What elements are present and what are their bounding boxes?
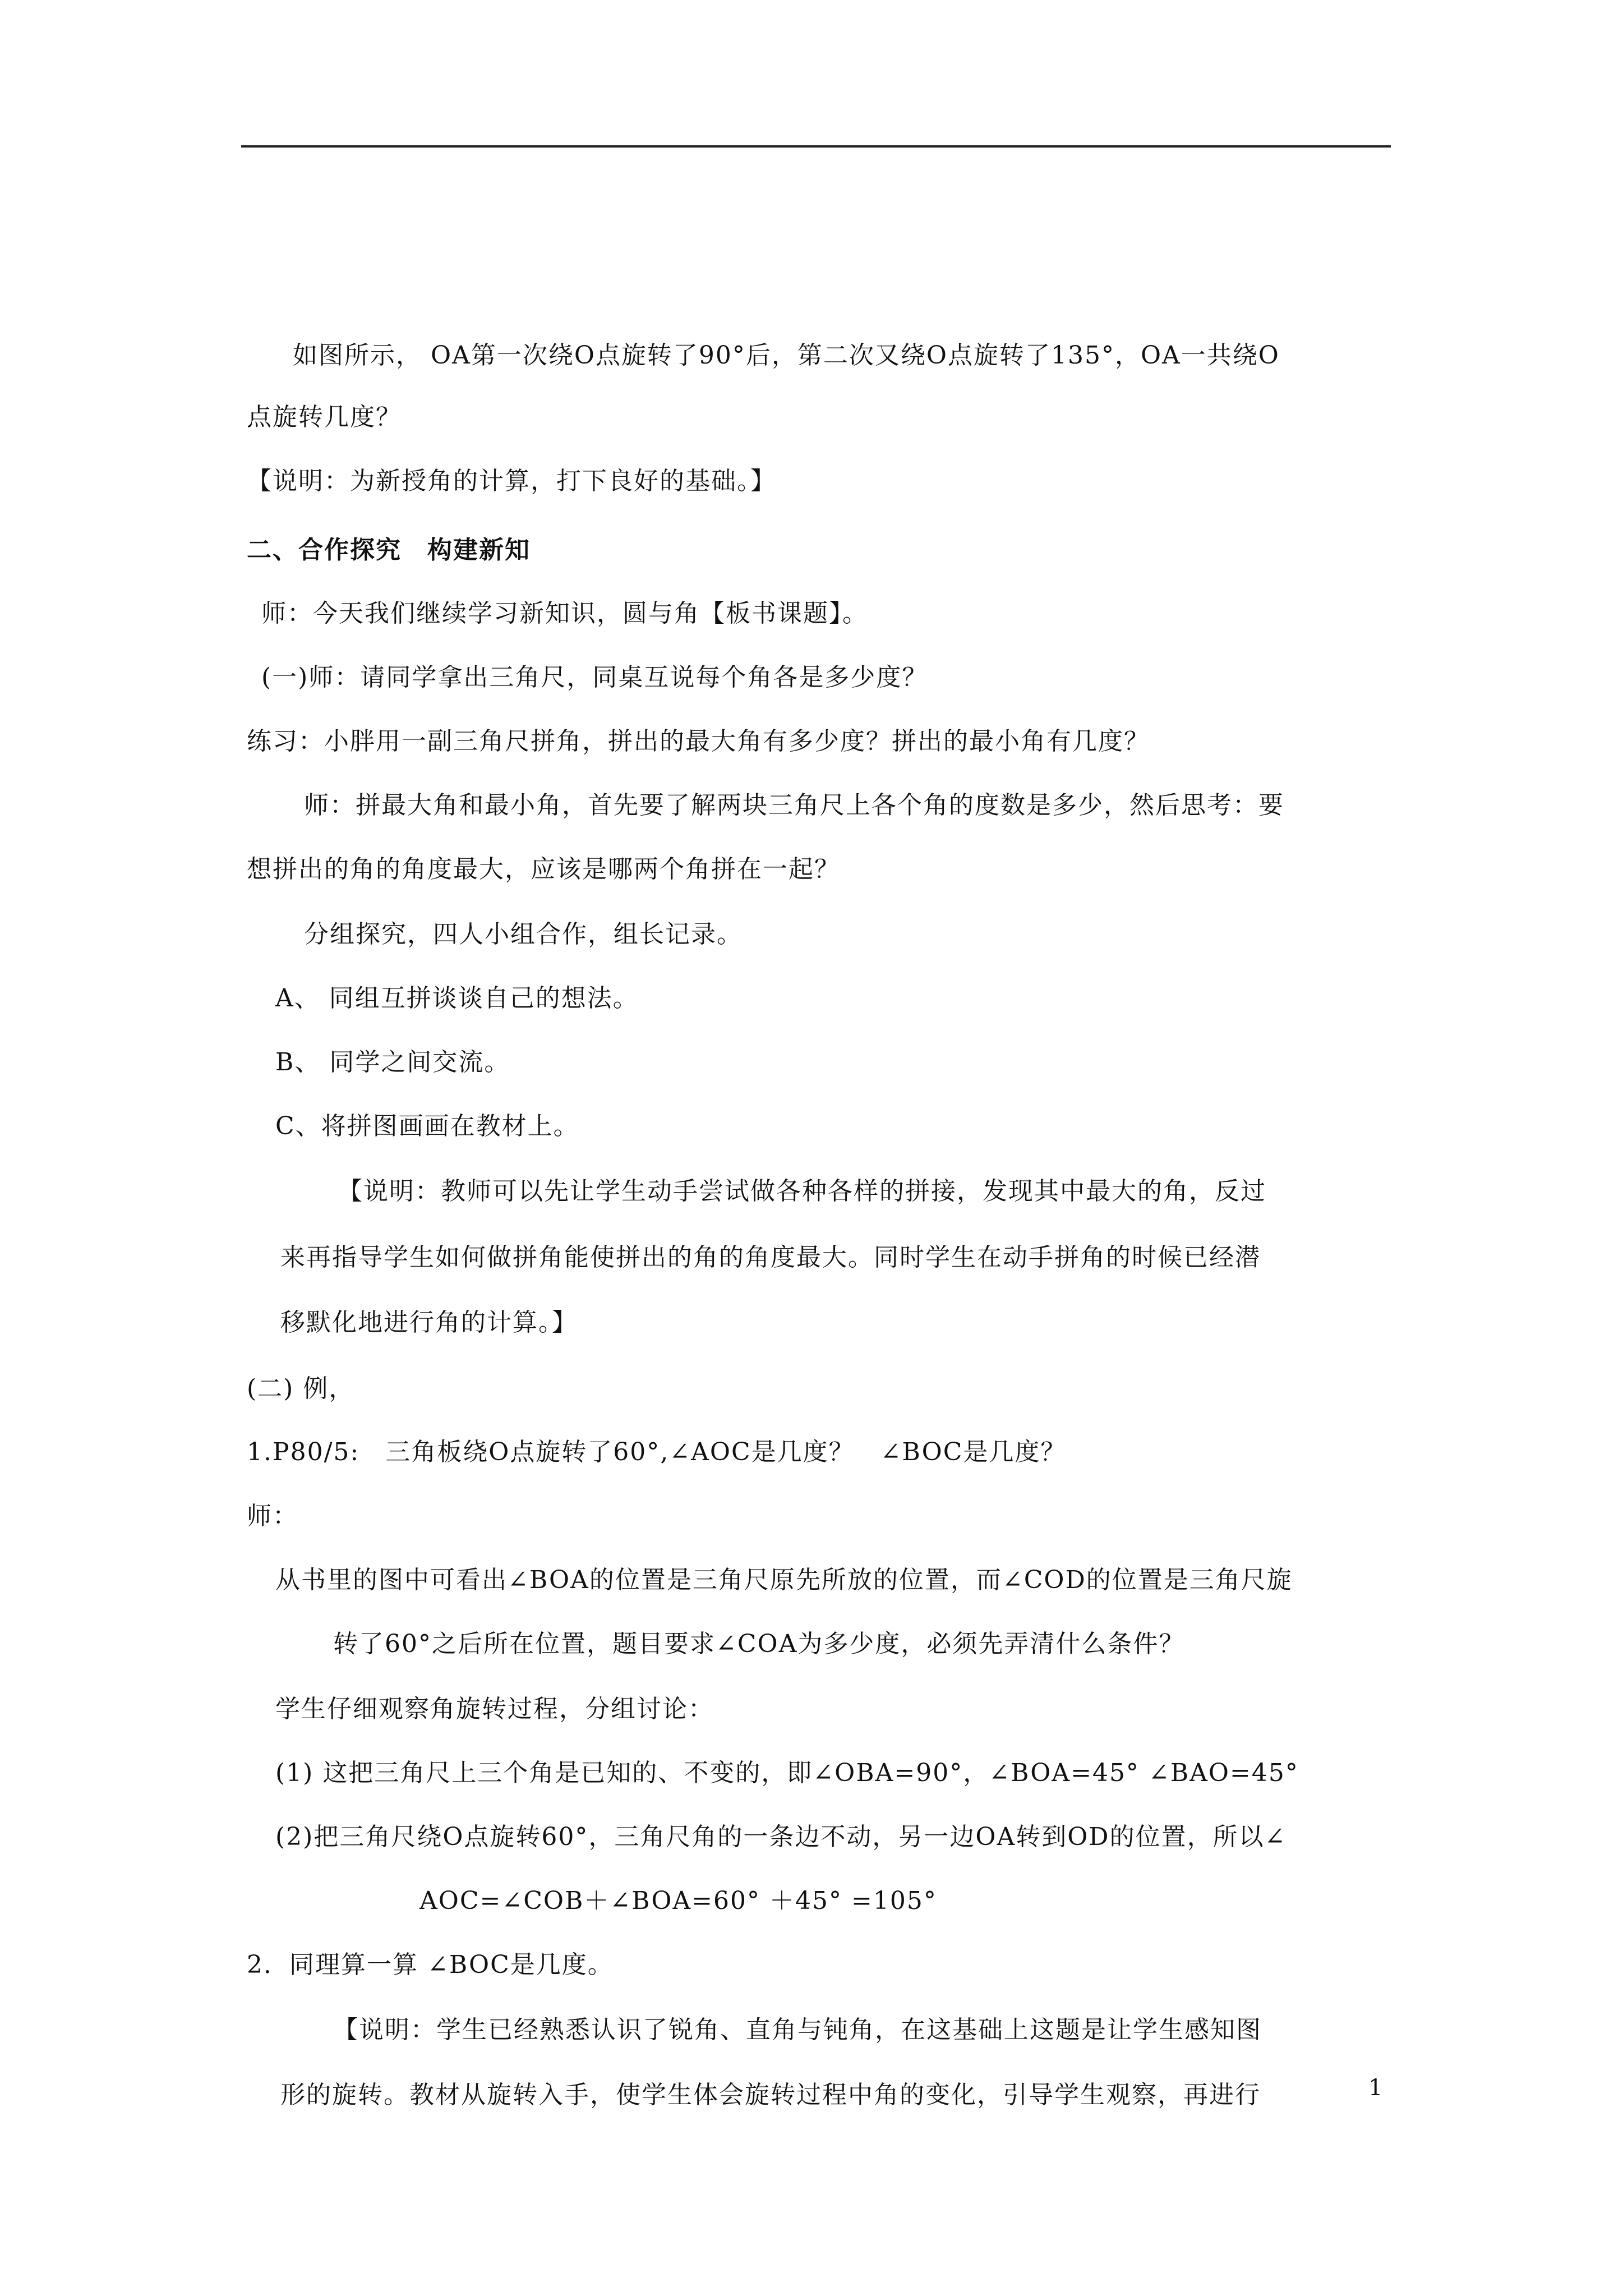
text-line: (二) 例， [247,1374,355,1403]
text-line: AOC=∠COB＋∠BOA=60° ＋45° =105° [419,1887,937,1915]
text-line: 师： [247,1502,298,1530]
text-line: 转了60°之后所在位置，题目要求∠COA为多少度，必须先弄清什么条件？ [333,1630,1185,1658]
text-line: 师：拼最大角和最小角，首先要了解两块三角尺上各个角的度数是多少，然后思考：要 [304,791,1284,820]
note-line: 【说明：学生已经熟悉认识了锐角、直角与钝角，在这基础上这题是让学生感知图 [333,2016,1262,2044]
list-item: C、将拼图画画在教材上。 [275,1112,579,1140]
text-line: 点旋转几度？ [247,403,402,431]
text-line: 【说明：为新授角的计算，打下良好的基础。】 [247,467,776,495]
text-line: 学生仔细观察角旋转过程，分组讨论： [275,1695,714,1723]
text-line: 分组探究，四人小组合作，组长记录。 [304,920,743,949]
note-line: 移默化地进行角的计算。】 [280,1308,578,1337]
text-line: 1.P80/5: 三角板绕O点旋转了60°,∠AOC是几度？ ∠BOC是几度？ [247,1438,1067,1466]
text-line: (1) 这把三角尺上三个角是已知的、不变的，即∠OBA=90°，∠BOA=45° ∠BAO=45° [275,1759,1299,1787]
header-rule [241,145,1391,148]
list-item: A、 同组互拼谈谈自己的想法。 [275,984,639,1013]
text-line: 师：今天我们继续学习新知识，圆与角【板书课题】。 [261,599,868,628]
text-line: 2．同理算一算 ∠BOC是几度。 [247,1950,614,1979]
note-line: 【说明：教师可以先让学生动手尝试做各种各样的拼接，发现其中最大的角，反过 [338,1177,1266,1205]
text-line: 如图所示， OA第一次绕O点旋转了90°后，第二次又绕O点旋转了135°，OA一共绕O [293,341,1280,370]
text-line: 想拼出的角的角度最大，应该是哪两个角拼在一起？ [247,855,840,884]
text-line: (一)师：请同学拿出三角尺，同桌互说每个角各是多少度？ [261,663,928,692]
list-item: B、 同学之间交流。 [275,1048,510,1076]
note-line: 形的旋转。教材从旋转入手，使学生体会旋转过程中角的变化，引导学生观察，再进行 [280,2081,1261,2109]
page-number: 1 [1368,2075,1383,2101]
text-line: 从书里的图中可看出∠BOA的位置是三角尺原先所放的位置，而∠COD的位置是三角尺旋 [275,1566,1293,1594]
note-line: 来再指导学生如何做拼角能使拼出的角的角度最大。同时学生在动手拼角的时候已经潜 [280,1243,1261,1272]
text-line: (2)把三角尺绕O点旋转60°，三角尺角的一条边不动，另一边OA转到OD的位置，所以∠ [275,1823,1287,1851]
section-heading: 二、合作探究 构建新知 [247,536,531,564]
text-line: 练习：小胖用一副三角尺拼角，拼出的最大角有多少度？拼出的最小角有几度？ [247,727,1150,756]
